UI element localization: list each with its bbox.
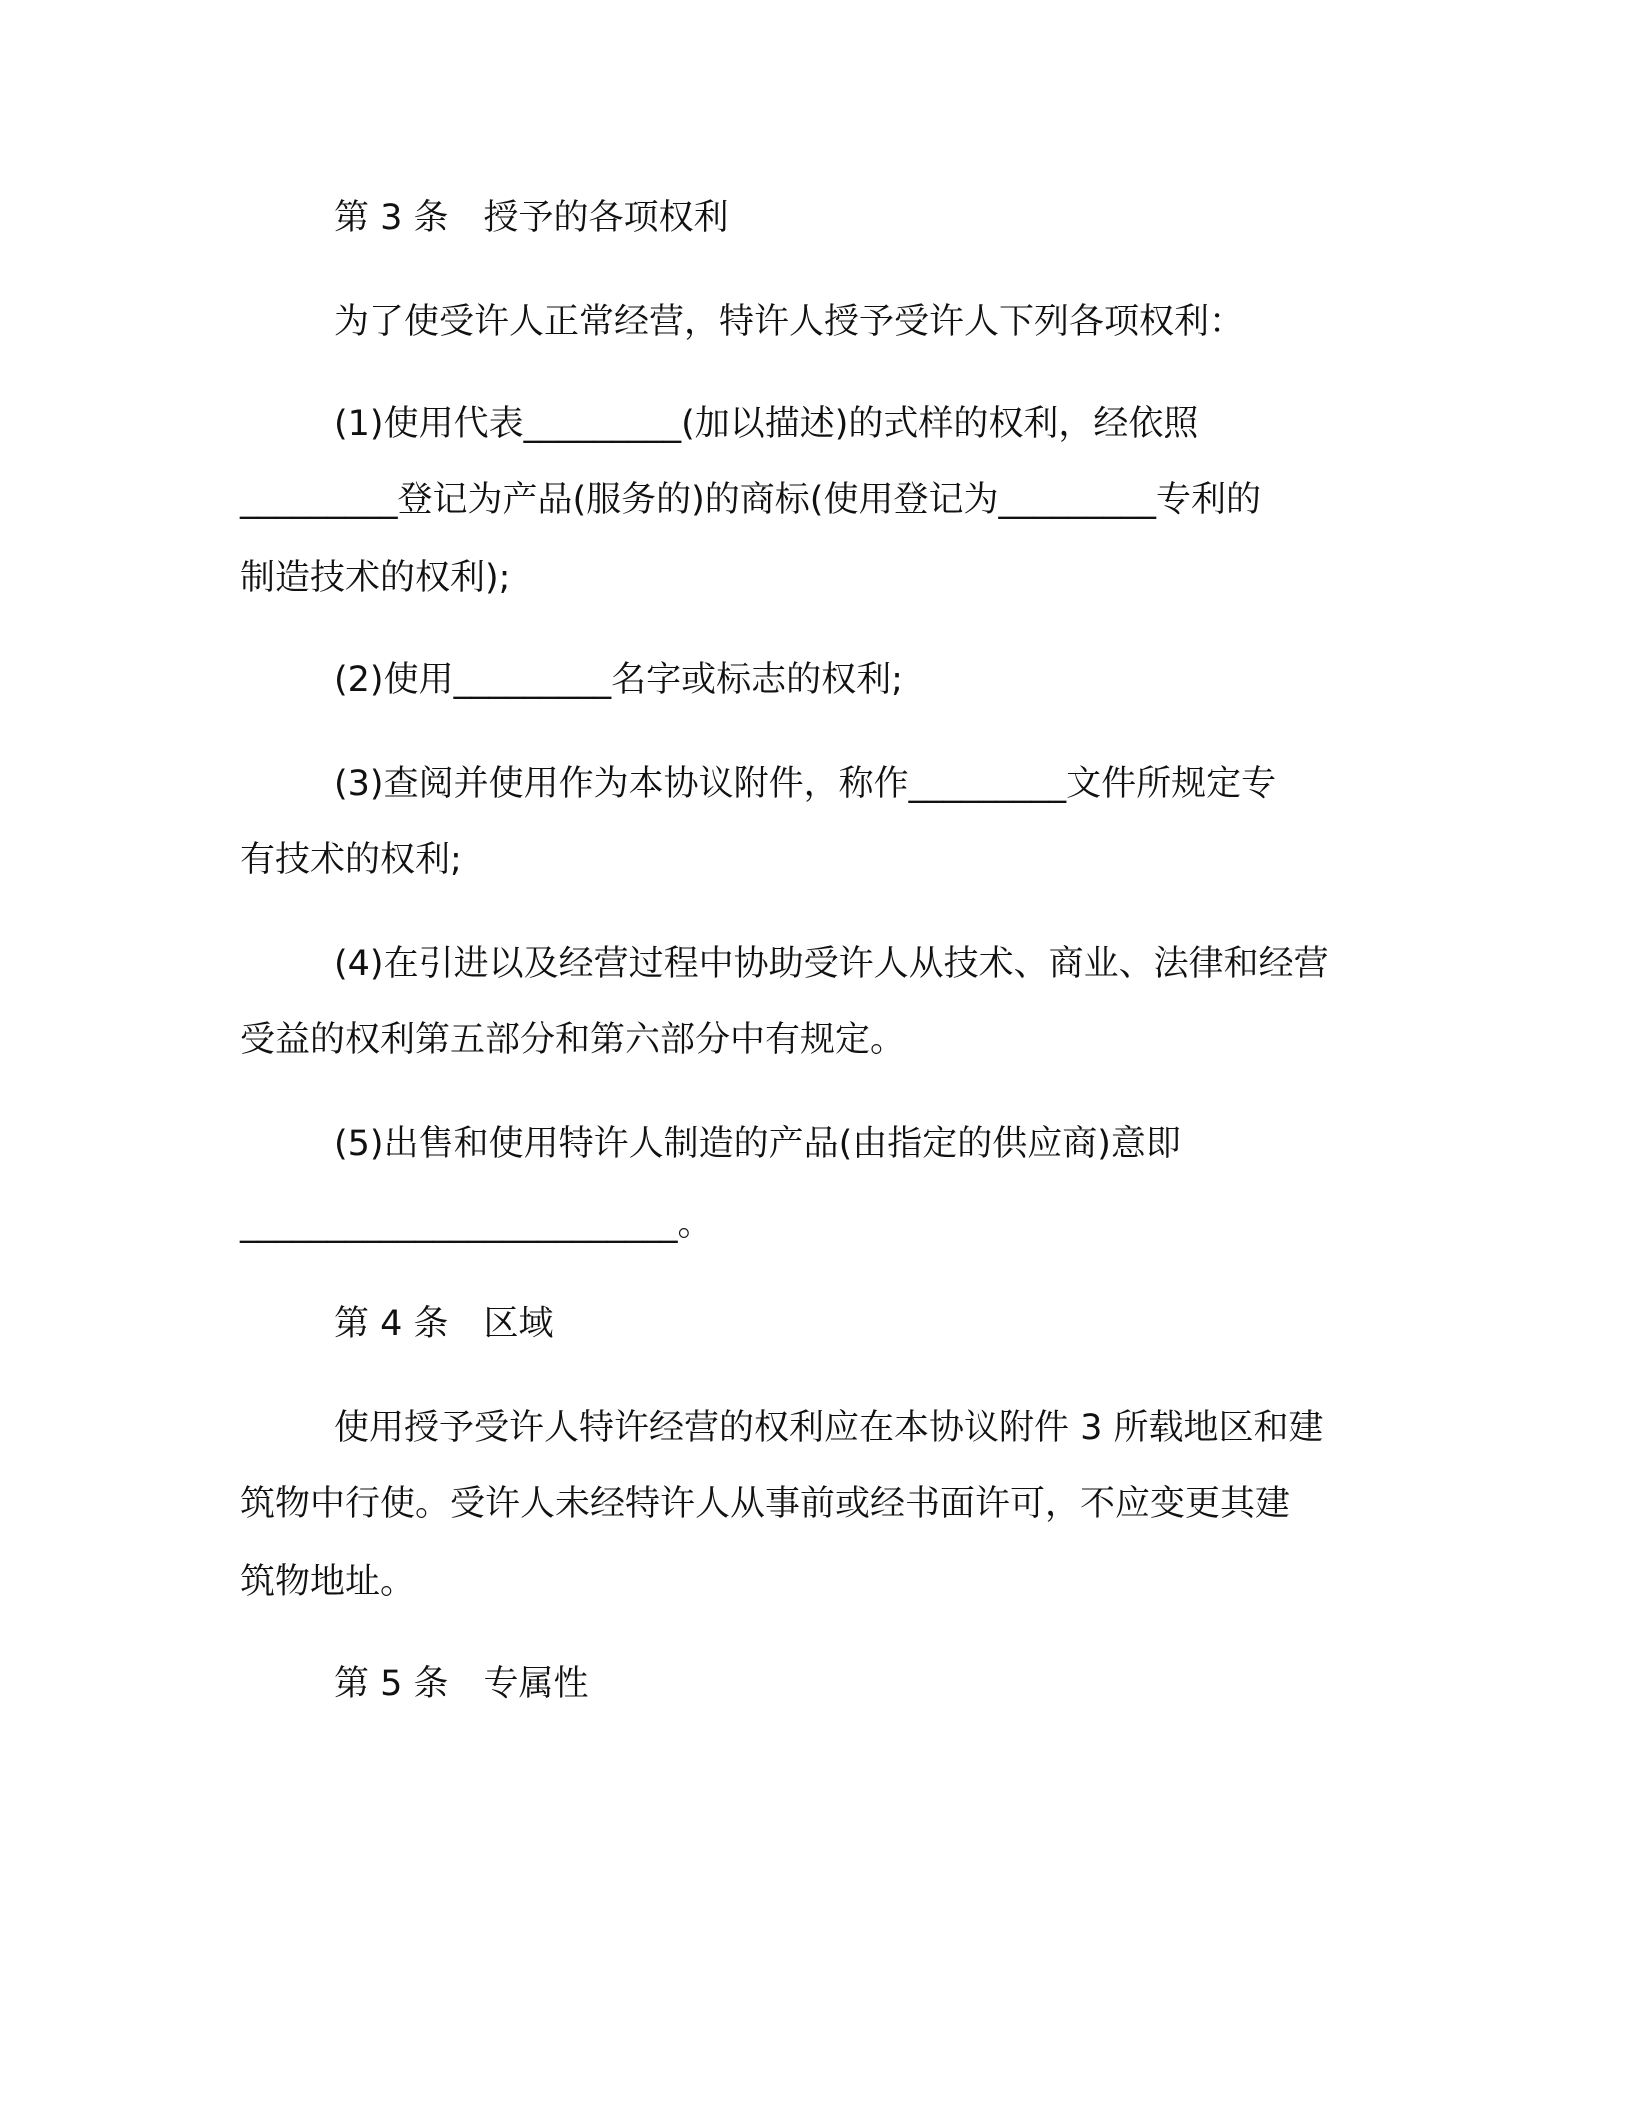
clause-1-line-2: _________登记为产品(服务的)的商标(使用登记为_________专利的 [240,480,1261,520]
article-3-heading: 第 3 条 授予的各项权利 [334,198,729,238]
article-4-heading: 第 4 条 区域 [334,1304,554,1344]
article-4-line-1: 使用授予受许人特许经营的权利应在本协议附件 3 所载地区和建 [334,1408,1324,1448]
clause-3-line-2: 有技术的权利; [240,840,462,880]
article-5-heading: 第 5 条 专属性 [334,1664,589,1704]
clause-5-line-2: _________________________。 [240,1204,713,1244]
clause-4-line-2: 受益的权利第五部分和第六部分中有规定。 [240,1020,906,1060]
clause-2-line-1: (2)使用_________名字或标志的权利; [334,660,903,700]
article-4-line-2: 筑物中行使。受许人未经特许人从事前或经书面许可，不应变更其建 [240,1484,1291,1524]
paragraph-intro: 为了使受许人正常经营，特许人授予受许人下列各项权利： [334,302,1245,342]
clause-5-line-1: (5)出售和使用特许人制造的产品(由指定的供应商)意即 [334,1124,1181,1164]
clause-1-line-1: (1)使用代表_________(加以描述)的式样的权利，经依照 [334,404,1199,444]
clause-3-line-1: (3)查阅并使用作为本协议附件，称作_________文件所规定专 [334,764,1277,804]
clause-1-line-3: 制造技术的权利); [240,558,511,598]
article-4-line-3: 筑物地址。 [240,1562,416,1602]
clause-4-line-1: (4)在引进以及经营过程中协助受许人从技术、商业、法律和经营 [334,944,1329,984]
